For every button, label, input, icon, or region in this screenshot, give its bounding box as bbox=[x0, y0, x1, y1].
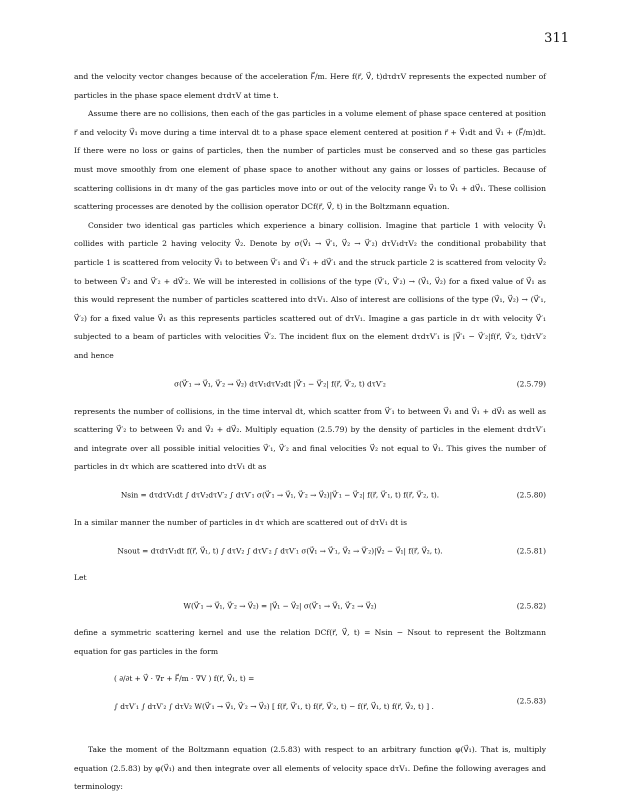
paragraph: Assume there are no collisions, then each of the gas particles in a volume element of phase space centered at position r⃗ and velocity V⃗₁ move during a time interval dt to a phase space element centered at position r⃗ + V⃗₁dt and V⃗₁ + (F⃗/m)dt. If there were no loss or gains of particles, then the number of particles must be conserved and so these gas particles must move smoothly from one element of phase space to another without any gains or losses of particles. Because of scattering collisions in dτ many of the gas particles move into or out of the velocity range V⃗₁ to V⃗₁ + dV⃗₁. These collision scattering processes are denoted by the collision operator DCf(r⃗, V⃗, t) in the Boltzmann equation. bbox=[74, 109, 546, 212]
paragraph: Take the moment of the Boltzmann equation (2.5.83) with respect to an arbitrary function φ(V⃗₁). That is, multiply equation (2.5.83) by φ(V⃗₁) and then integrate over all elements of velocity space dτV₁. Define the following averages and terminology: bbox=[74, 745, 546, 792]
paragraph: define a symmetric scattering kernel and use the relation DCf(r⃗, V⃗, t) = Nsin − Nsout to represent the Boltzmann equation for gas particles in the form bbox=[74, 628, 546, 656]
equation-2-5-81 bbox=[74, 532, 546, 569]
paragraph: Let bbox=[74, 573, 87, 583]
equation-number: (2.5.83) bbox=[516, 696, 546, 706]
paragraph: and the velocity vector changes because of the acceleration F⃗/m. Here f(r⃗, V⃗, t)dτdτV represents the expected number of particles in the phase space element dτdτV at time t. bbox=[74, 72, 546, 100]
equation-body: σ(V⃗′₁ → V⃗₁, V⃗′₂ → V⃗₂) dτV₁dτV₂dt |V⃗′₁ − V⃗′₂| f(r⃗, V⃗′₂, t) dτV′₂ bbox=[174, 379, 386, 389]
equation-body bbox=[114, 665, 434, 721]
equation-2-5-82 bbox=[74, 588, 546, 624]
equation-2-5-80 bbox=[74, 477, 546, 514]
equation-body: Nsout = dτdτV₁dt f(r⃗, V⃗₁, t) ∫ dτV₂ ∫ dτV′₂ ∫ dτV′₁ σ(V⃗₁ → V⃗′₁, V⃗₂ → V⃗′₂)|V⃗₂ − V⃗₁| f(r⃗, V⃗₂, t). bbox=[117, 546, 443, 556]
equation-body: Nsin = dτdτV₁dt ∫ dτV₂dτV′₂ ∫ dτV′₁ σ(V⃗′₁ → V⃗₁, V⃗′₂ → V⃗₂)|V⃗′₁ − V⃗′₂| f(r⃗, V⃗′₁, t) f(r⃗, V⃗′₂, t). bbox=[120, 490, 440, 500]
equation-number: (2.5.79) bbox=[516, 379, 546, 389]
paragraph: In a similar manner the number of particles in dτ which are scattered out of dτV₁ dt is bbox=[74, 517, 407, 527]
equation-number: (2.5.82) bbox=[516, 601, 546, 611]
equation-line: ∫ dτV′₁ ∫ dτV′₂ ∫ dτV₂ W(V⃗′₁ → V⃗₁, V⃗′₂ → V⃗₂) [ f(r⃗, V⃗′₁, t) f(r⃗, V⃗′₂, t) − f(r⃗, V⃗₁, t) f(r⃗, V⃗₂, t) ] . bbox=[114, 702, 434, 712]
equation-number: (2.5.81) bbox=[516, 546, 546, 556]
page-number: 311 bbox=[544, 31, 569, 46]
equation-body: W(V⃗′₁ → V⃗₁, V⃗′₂ → V⃗₂) = |V⃗₁ − V⃗₂| σ(V⃗′₁ → V⃗₁, V⃗′₂ → V⃗₂) bbox=[183, 601, 377, 611]
page-body bbox=[74, 68, 546, 797]
equation-2-5-79 bbox=[74, 366, 546, 403]
equation-number: (2.5.80) bbox=[516, 490, 546, 500]
paragraph: represents the number of collisions, in the time interval dt, which scatter from V⃗′₁ to between V⃗₁ and V⃗₁ + dV⃗₁ as well as scattering V⃗′₂ to between V⃗₂ and V⃗₂ + dV⃗₂. Multiply equation (2.5.79) by the density of particles in the element dτdτV′₁ and integrate over all possible initial velocities V⃗′₁, V⃗′₂ and final velocities V⃗₂ not equal to V⃗₁. This gives the number of particles in dτ which are scattered into dτV₁ dt as bbox=[74, 406, 546, 472]
equation-2-5-83 bbox=[74, 661, 546, 741]
paragraph: Consider two identical gas particles which experience a binary collision. Imagine that particle 1 with velocity V⃗₁ collides with particle 2 having velocity V⃗₂. Denote by σ(V⃗₁ → V⃗′₁, V⃗₂ → V⃗′₂) dτV₁dτV₂ the conditional probability that particle 1 is scattered from velocity V⃗₁ to between V⃗′₁ and V⃗′₁ + dV⃗′₁ and the struck particle 2 is scattered from velocity V⃗₂ to between V⃗′₂ and V⃗′₂ + dV⃗′₂. We will be interested in collisions of the type (V⃗′₁, V⃗′₂) → (V⃗₁, V⃗₂) for a fixed value of V⃗₁ as this would represent the number of particles scattered into dτV₁. Also of interest are collisions of the type (V⃗₁, V⃗₂) → (V⃗′₁, V⃗′₂) for a fixed value V⃗₁ as this represents particles scattered out of dτV₁. Imagine a gas particle in dτ with velocity V⃗′₁ subjected to a beam of particles with velocities V⃗′₂. The incident flux on the element dτdτV′₁ is |V⃗′₁ − V⃗′₂|f(r⃗, V⃗′₂, t)dτV′₂ and hence bbox=[74, 220, 546, 360]
equation-line: ( ∂/∂t + V⃗ · ∇r + F⃗/m · ∇V ) f(r⃗, V⃗₁, t) = bbox=[114, 674, 255, 684]
